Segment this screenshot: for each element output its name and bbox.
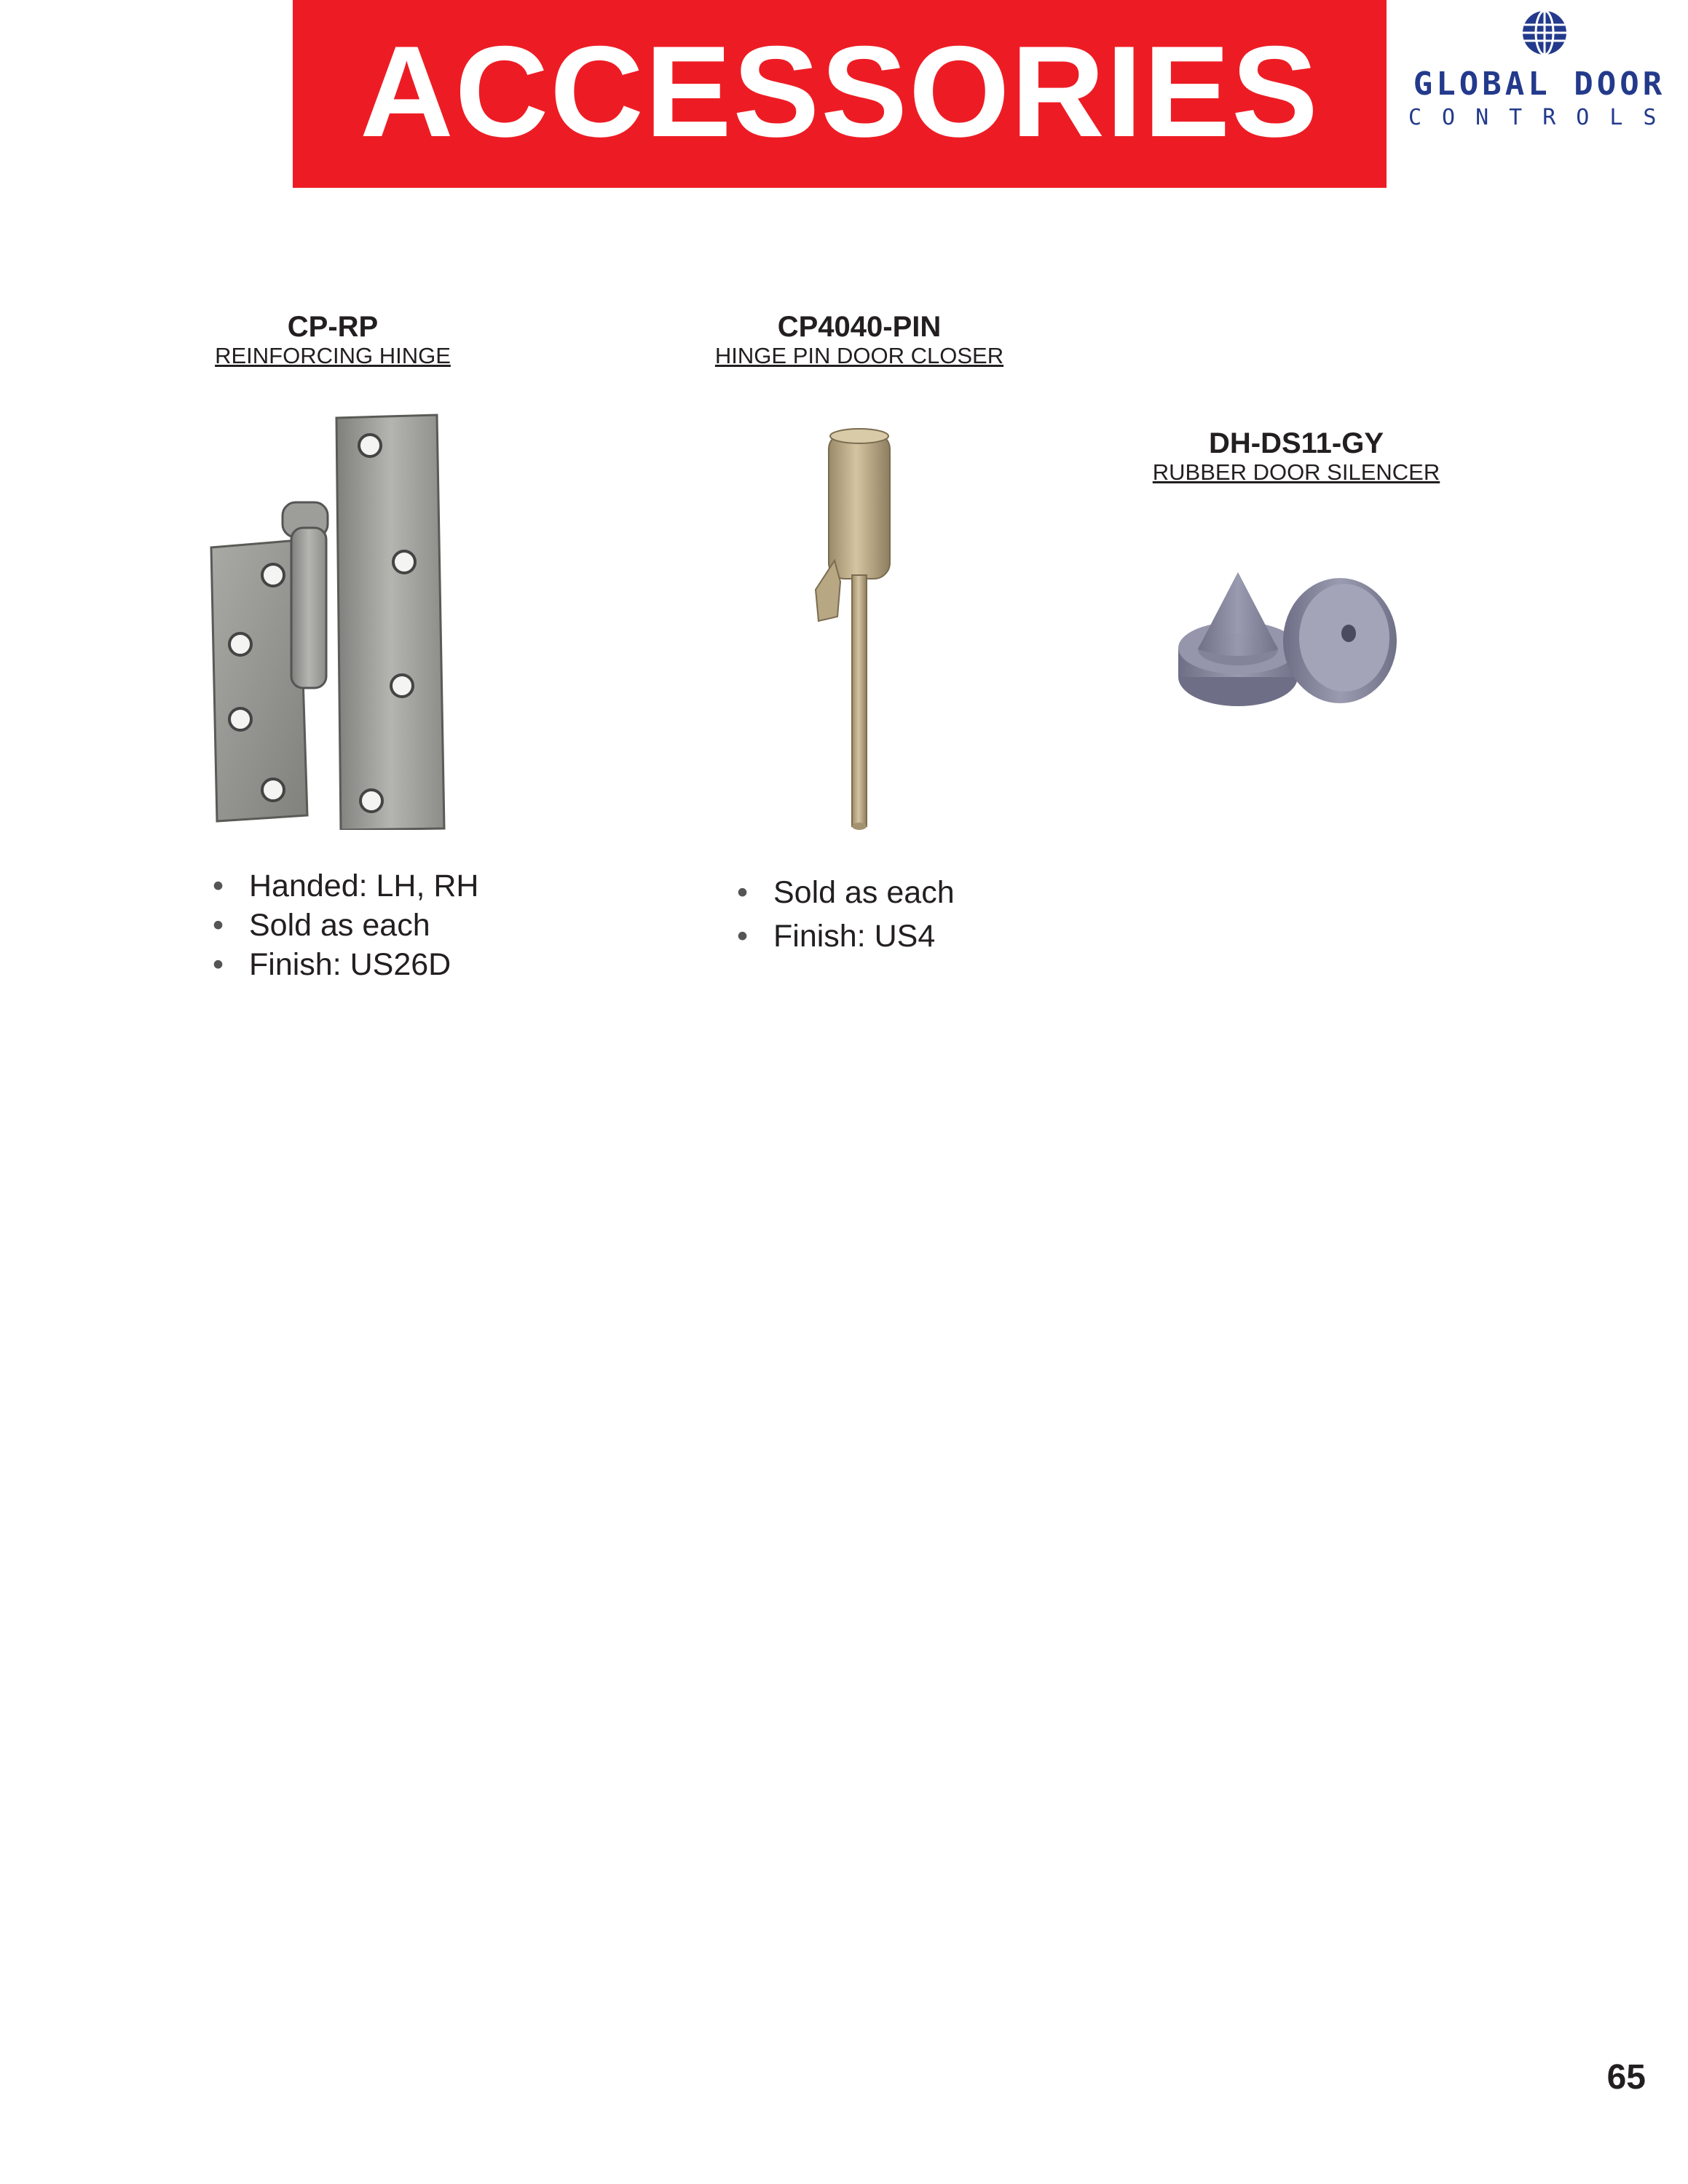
page-number: 65: [1606, 2058, 1646, 2097]
brand-logo: [1398, 9, 1675, 132]
page-title: ACCESSORIES: [360, 19, 1320, 164]
feature-item: • Finish: US26D: [211, 945, 517, 984]
product-cp4040-pin-header: [685, 312, 1034, 368]
hinge-image: [197, 408, 459, 830]
logo-text-global-door: GLOBAL DOOR: [1413, 66, 1666, 103]
product-cp-rp-header: [184, 312, 482, 368]
product-cp-rp-features: [211, 866, 517, 984]
product-description: RUBBER DOOR SILENCER: [1152, 459, 1440, 485]
logo-text-controls: CONTROLS: [1408, 105, 1677, 130]
hinge-pin-closer-image: [794, 426, 925, 834]
product-description: REINFORCING HINGE: [215, 343, 451, 368]
product-cp4040-pin-features: [735, 871, 1041, 958]
product-code: CP-RP: [287, 311, 379, 343]
door-silencer-image: [1158, 568, 1405, 735]
feature-item: • Sold as each: [735, 871, 1041, 914]
feature-item: • Sold as each: [211, 906, 517, 945]
product-code: CP4040-PIN: [777, 311, 942, 343]
product-dh-ds11-gy-header: [1136, 428, 1456, 485]
feature-item: • Finish: US4: [735, 914, 1041, 958]
header-banner: [293, 0, 1387, 188]
product-description: HINGE PIN DOOR CLOSER: [714, 343, 1004, 368]
product-code: DH-DS11-GY: [1208, 427, 1384, 459]
globe-icon: [1521, 9, 1569, 57]
feature-item: • Handed: LH, RH: [211, 866, 517, 906]
